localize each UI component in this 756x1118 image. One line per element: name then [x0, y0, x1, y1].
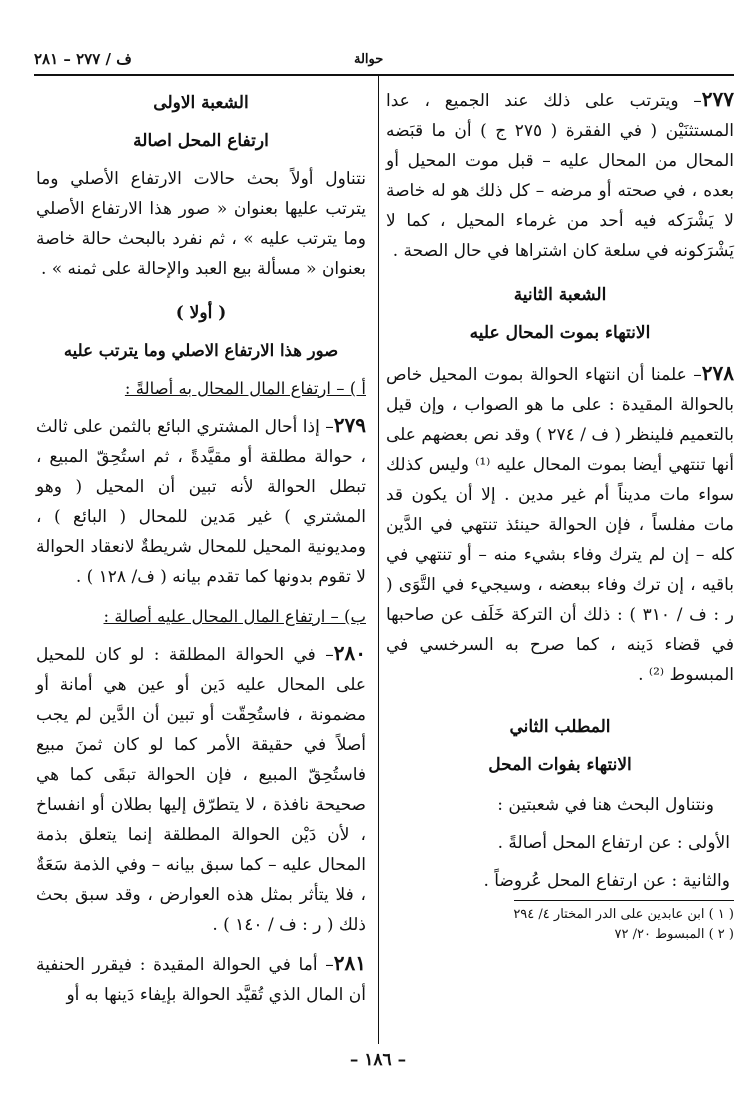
heading-branch-one: الشعبة الاولى: [153, 93, 249, 113]
paragraph-number: ٢٨١: [333, 951, 366, 975]
branch-item-first: الأولى : عن ارتفاع المحل أصالةً .: [497, 833, 730, 853]
paragraph-278: [380, 358, 734, 690]
heading-forms: صور هذا الارتفاع الاصلي وما يترتب عليه: [63, 341, 339, 360]
page-number: – ١٨٦ –: [349, 1050, 407, 1070]
paragraph-text: – أما في الحوالة المقيدة : فيقرر الحنفية أن المال الذي تُقيَّد الحوالة بإيفاء دَينها به أو: [30, 955, 366, 1005]
paragraph-280: [30, 638, 366, 940]
footnote-separator: [514, 900, 734, 901]
left-column: [30, 84, 366, 1010]
heading-branch-two: الشعبة الثانية: [513, 285, 607, 305]
paragraph-number: ٢٧٧: [701, 87, 734, 111]
paragraph-text: – إذا أحال المشتري البائع بالثمن على ثالث ، حوالة مطلقة أو مقيَّدةً ، ثم استُحِقّ المبيع ، تبطل الحوالة لأنه تبين أن المحيل ( وهو المشتري ) غير مَدين للمحال ( البائع ) ، ومديونية المحيل للمحال شريطةٌ لانعقاد الحوالة لا تقوم بدونها كما تقدم بيانه ( ف/ ١٢٨ ) .: [30, 417, 366, 587]
heading-section-two: المطلب الثاني: [509, 717, 611, 737]
paragraph-number: ٢٧٩: [333, 413, 366, 437]
subheading-a: أ ) – ارتفاع المال المحال به أصالةً :: [124, 379, 366, 398]
paragraph-text: – علمنا أن انتهاء الحوالة بموت المحيل خاص بالحوالة المقيدة : على ما هو الصواب ، وإن قيل بالتعميم فلينظر ( ف / ٢٧٤ ) وقد نص بعضهم على أنها تنتهي أيضا بموت المحال عليه ⁽¹⁾ وليس كذلك سواء مات مديناً أم غير مدين . إلا أن يكون قد مات مفلساً ، فإن الحوالة حينئذ تنتهي في الدَّين كله – إن لم يترك وفاء بشيء منه – أو تنتهي في باقيه ، إن ترك وفاء ببعضه ، وسيجيء في التَّوَى ( ر : ف / ٣١٠ ) : ذلك أن التركة خَلَف عن صاحبها في قضاء دَينه ، كما صرح به السرخسي في المبسوط ⁽²⁾ .: [380, 365, 734, 685]
paragraph-number: ٢٨٠: [333, 641, 366, 665]
intro-paragraph: نتناول أولاً بحث حالات الارتفاع الأصلي وما يترتب عليها بعنوان « صور هذا الارتفاع الأصلي وما يترتب عليه » ، ثم نفرد بالبحث حالة خاصة بعنوان « مسألة بيع العبد والإحالة على ثمنه » .: [30, 169, 366, 279]
heading-death-of-debtor: الانتهاء بموت المحال عليه: [469, 323, 651, 343]
heading-loss-of-subject: الانتهاء بفوات المحل: [488, 755, 632, 775]
paragraph-281: [30, 948, 366, 1010]
heading-original-removal: ارتفاع المحل اصالة: [133, 131, 269, 151]
page-header: [34, 42, 734, 76]
paragraph-text: – في الحوالة المطلقة : لو كان للمحيل على المحال عليه دَين أو عين هي أمانة أو مضمونة ، فاستُحِقّت أو تبين أن الدَّين لم يجب أصلاً في حقيقة الأمر كما لو كان ثمنَ مبيع فاستُحِقّ المبيع ، فإن الحوالة تبقَى كما هي صحيحة نافذة ، لا يتطرّق إليها بطلان أو انفساخ ، لأن دَيْن الحوالة المطلقة إنما يتعلق بذمة المحال عليه – كما سبق بيانه – وفي الذمة سَعَةٌ ، فلا يتأثر بمثل هذه العوارض ، وقد سبق بحث ذلك ( ر : ف / ١٤٠ ) .: [30, 645, 366, 935]
header-rule: [34, 74, 734, 76]
paragraph-277: [380, 84, 734, 266]
right-column: [380, 84, 734, 945]
paragraph-number: ٢٧٨: [701, 361, 734, 385]
paragraph-text: – ويترتب على ذلك عند الجميع ، عدا المستثنَيْن ( في الفقرة ( ٢٧٥ ج ) أن ما قبَضه المحال من المحال عليه – قبل موت المحيل أو بعده ، في صحته أو مرضه – كل ذلك هو له خاصة لا يَشْرَكه فيه أحد من غرماء المحيل ، كما لا يَشْرَكونه في سلعة كان اشتراها في حال الصحة .: [380, 91, 734, 261]
paragraph-range: ف / ٢٧٧ – ٢٨١: [34, 50, 132, 68]
column-divider: [378, 76, 379, 1044]
intro-two-branches: ونتناول البحث هنا في شعبتين :: [497, 795, 714, 815]
heading-first: ( أولا ): [175, 303, 227, 323]
running-title: حوالة: [354, 52, 384, 67]
subheading-b: ب) – ارتفاع المال المحال عليه أصالة :: [103, 607, 366, 626]
footnote-2: ( ٢ ) المبسوط ٢٠/ ٧٢: [614, 927, 734, 942]
branch-item-second: والثانية : عن ارتفاع المحل عُروضاً .: [483, 871, 730, 891]
paragraph-279: [30, 410, 366, 592]
footnote-1: ( ١ ) ابن عابدين على الدر المختار ٤/ ٢٩٤: [513, 907, 734, 922]
